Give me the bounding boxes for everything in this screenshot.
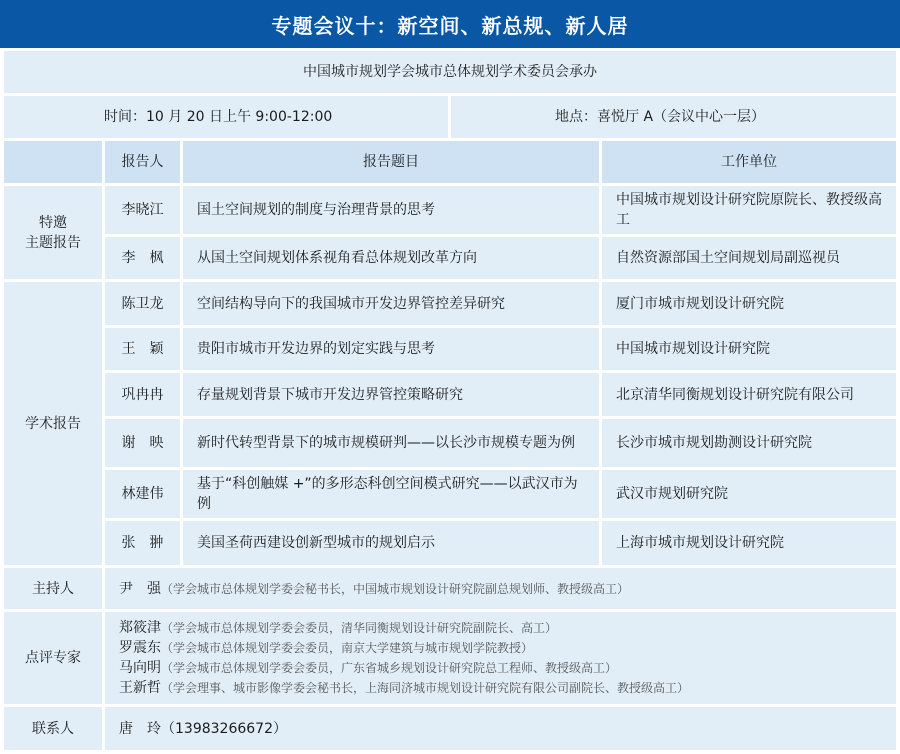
reviewer-note: （学会城市总体规划学委会委员，清华同衡规划设计研究院副院长、高工）: [161, 621, 558, 635]
reviewer-name: 马向明: [119, 660, 161, 676]
header-unit: 工作单位: [602, 141, 896, 183]
unit-cell: 武汉市规划研究院: [602, 470, 896, 518]
reviewers-label: 点评专家: [4, 612, 102, 704]
reviewer-item: [119, 658, 617, 678]
reviewer-note: （学会理事、城市影像学委会秘书长，上海同济城市规划设计研究院有限公司副院长、教授级高工）: [161, 681, 690, 695]
reviewer-note: （学会城市总体规划学委会委员，广东省城乡规划设计研究院总工程师、教授级高工）: [161, 661, 618, 675]
section-keynote-line1: 特邀: [39, 214, 67, 231]
session-time: 时间：10 月 20 日上午 9:00-12:00: [4, 96, 448, 138]
speaker-cell: 陈卫龙: [105, 282, 180, 325]
header-blank: [4, 141, 102, 183]
reviewers-cell: [105, 612, 896, 704]
reviewer-item: [119, 618, 557, 638]
page-title: 专题会议十：新空间、新总规、新人居: [0, 0, 900, 48]
unit-cell: 中国城市规划设计研究院原院长、教授级高工: [602, 186, 896, 234]
contact-value: 唐 玲（13983266672）: [105, 707, 896, 750]
topic-cell: 基于“科创触媒 +”的多形态科创空间模式研究——以武汉市为例: [183, 470, 599, 518]
session-location: 地点：喜悦厅 A（会议中心一层）: [451, 96, 896, 138]
reviewer-name: 郑筱津: [119, 620, 161, 636]
header-speaker: 报告人: [105, 141, 180, 183]
host-name: 尹 强: [119, 580, 161, 597]
host-note: （学会城市总体规划学委会秘书长，中国城市规划设计研究院副总规划师、教授级高工）: [161, 581, 630, 596]
unit-cell: 中国城市规划设计研究院: [602, 328, 896, 370]
reviewer-note: （学会城市总体规划学委会委员，南京大学建筑与城市规划学院教授）: [161, 641, 534, 655]
speaker-cell: 李 枫: [105, 237, 180, 279]
reviewer-name: 王新哲: [119, 680, 161, 696]
speaker-cell: 林建伟: [105, 470, 180, 518]
speaker-cell: 李晓江: [105, 186, 180, 234]
topic-cell: 从国土空间规划体系视角看总体规划改革方向: [183, 237, 599, 279]
unit-cell: 北京清华同衡规划设计研究院有限公司: [602, 373, 896, 416]
section-keynote-line2: 主题报告: [25, 234, 81, 251]
speaker-cell: 谢 映: [105, 419, 180, 467]
unit-cell: 上海市城市规划设计研究院: [602, 521, 896, 565]
unit-cell: 长沙市城市规划勘测设计研究院: [602, 419, 896, 467]
topic-cell: 存量规划背景下城市开发边界管控策略研究: [183, 373, 599, 416]
host-label: 主持人: [4, 568, 102, 609]
topic-cell: 贵阳市城市开发边界的划定实践与思考: [183, 328, 599, 370]
topic-cell: 空间结构导向下的我国城市开发边界管控差异研究: [183, 282, 599, 325]
section-academic: 学术报告: [4, 282, 102, 565]
topic-cell: 国土空间规划的制度与治理背景的思考: [183, 186, 599, 234]
section-keynote: [4, 186, 102, 279]
topic-cell: 新时代转型背景下的城市规模研判——以长沙市规模专题为例: [183, 419, 599, 467]
speaker-cell: 王 颖: [105, 328, 180, 370]
reviewer-name: 罗震东: [119, 640, 161, 656]
reviewer-item: [119, 638, 533, 658]
header-topic: 报告题目: [183, 141, 599, 183]
unit-cell: 自然资源部国土空间规划局副巡视员: [602, 237, 896, 279]
host-cell: [105, 568, 896, 609]
speaker-cell: 张 翀: [105, 521, 180, 565]
speaker-cell: 巩冉冉: [105, 373, 180, 416]
unit-cell: 厦门市城市规划设计研究院: [602, 282, 896, 325]
reviewer-item: [119, 678, 689, 698]
contact-label: 联系人: [4, 707, 102, 750]
topic-cell: 美国圣荷西建设创新型城市的规划启示: [183, 521, 599, 565]
organizer-banner: 中国城市规划学会城市总体规划学术委员会承办: [4, 51, 896, 93]
